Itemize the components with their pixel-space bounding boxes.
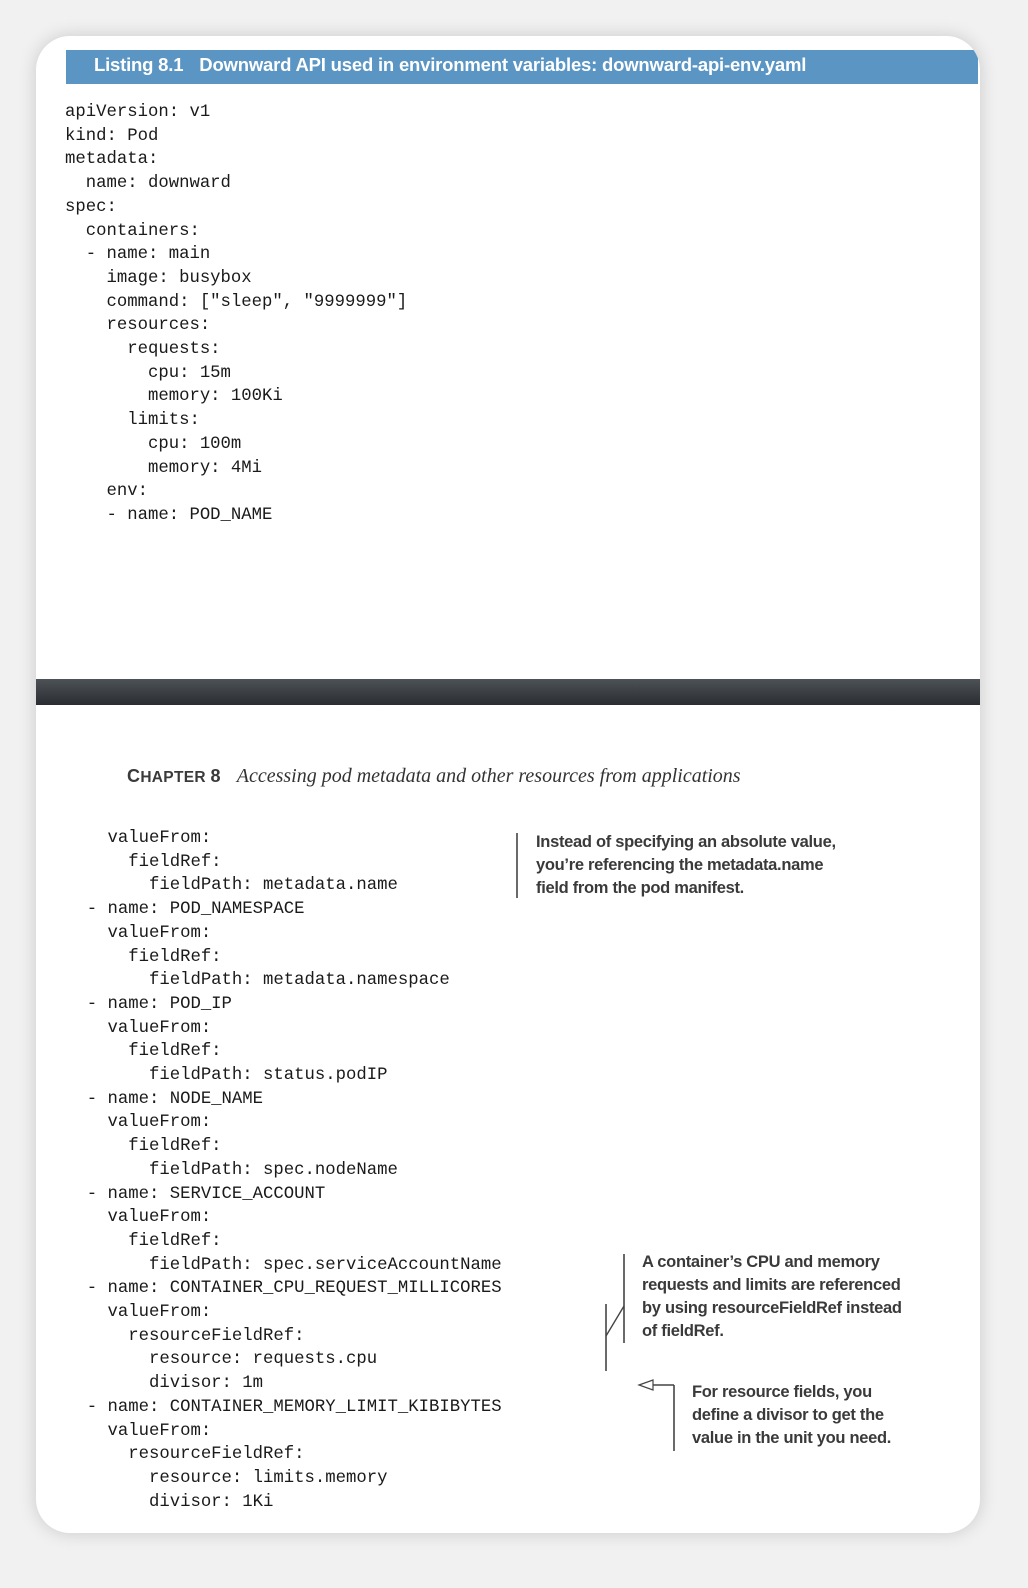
book-page-card: [36, 36, 980, 1533]
code-block-top: apiVersion: v1 kind: Pod metadata: name: downward spec: containers: - name: main image: busybox command: ["sleep", "9999999"] resources: requests: cpu: 15m memory: 100Ki limits: cpu: 100m memory: 4Mi env: - name: POD_NAME: [65, 103, 408, 525]
chapter-title: Accessing pod metadata and other resources from applications: [236, 765, 741, 787]
listing-number: Listing 8.1: [94, 54, 184, 75]
annotation-resourcefieldref: A container’s CPU and memory requests and limits are referenced by using resourceFieldRef instead of fieldRef.: [642, 1253, 902, 1340]
chapter-label: CHAPTER 8: [127, 766, 221, 786]
callout-lines: [36, 36, 980, 1533]
callout-arrowhead-3: [639, 1380, 653, 1390]
callout-connector-2: [606, 1306, 624, 1336]
listing-title: Downward API used in environment variables: downward-api-env.yaml: [199, 54, 807, 75]
annotation-fieldref: Instead of specifying an absolute value, you’re referencing the metadata.name field from the pod manifest.: [536, 833, 836, 897]
code-block-bottom: valueFrom: fieldRef: fieldPath: metadata.name - name: POD_NAMESPACE valueFrom: fieldRef: fieldPath: metadata.namespace - name: POD_IP valueFrom: fieldRef: fieldPath: status.podIP - name: NODE_NAME valueFrom: fieldRef: fieldPath: spec.nodeName - name: SERVICE_ACCOUNT valueFrom: fieldRef: fieldPath: spec.serviceAccountName - name: CONTAINER_CPU_REQUEST_MILLICORES valueFrom: resourceFieldRef: resource: requests.cpu divisor: 1m - name: CONTAINER_MEMORY_LIMIT_KIBIBYTES valueFrom: resourceFieldRef: resource: limits.memory divisor: 1Ki: [86, 829, 502, 1512]
annotation-divisor: For resource fields, you define a divisor to get the value in the unit you need.: [692, 1383, 892, 1447]
